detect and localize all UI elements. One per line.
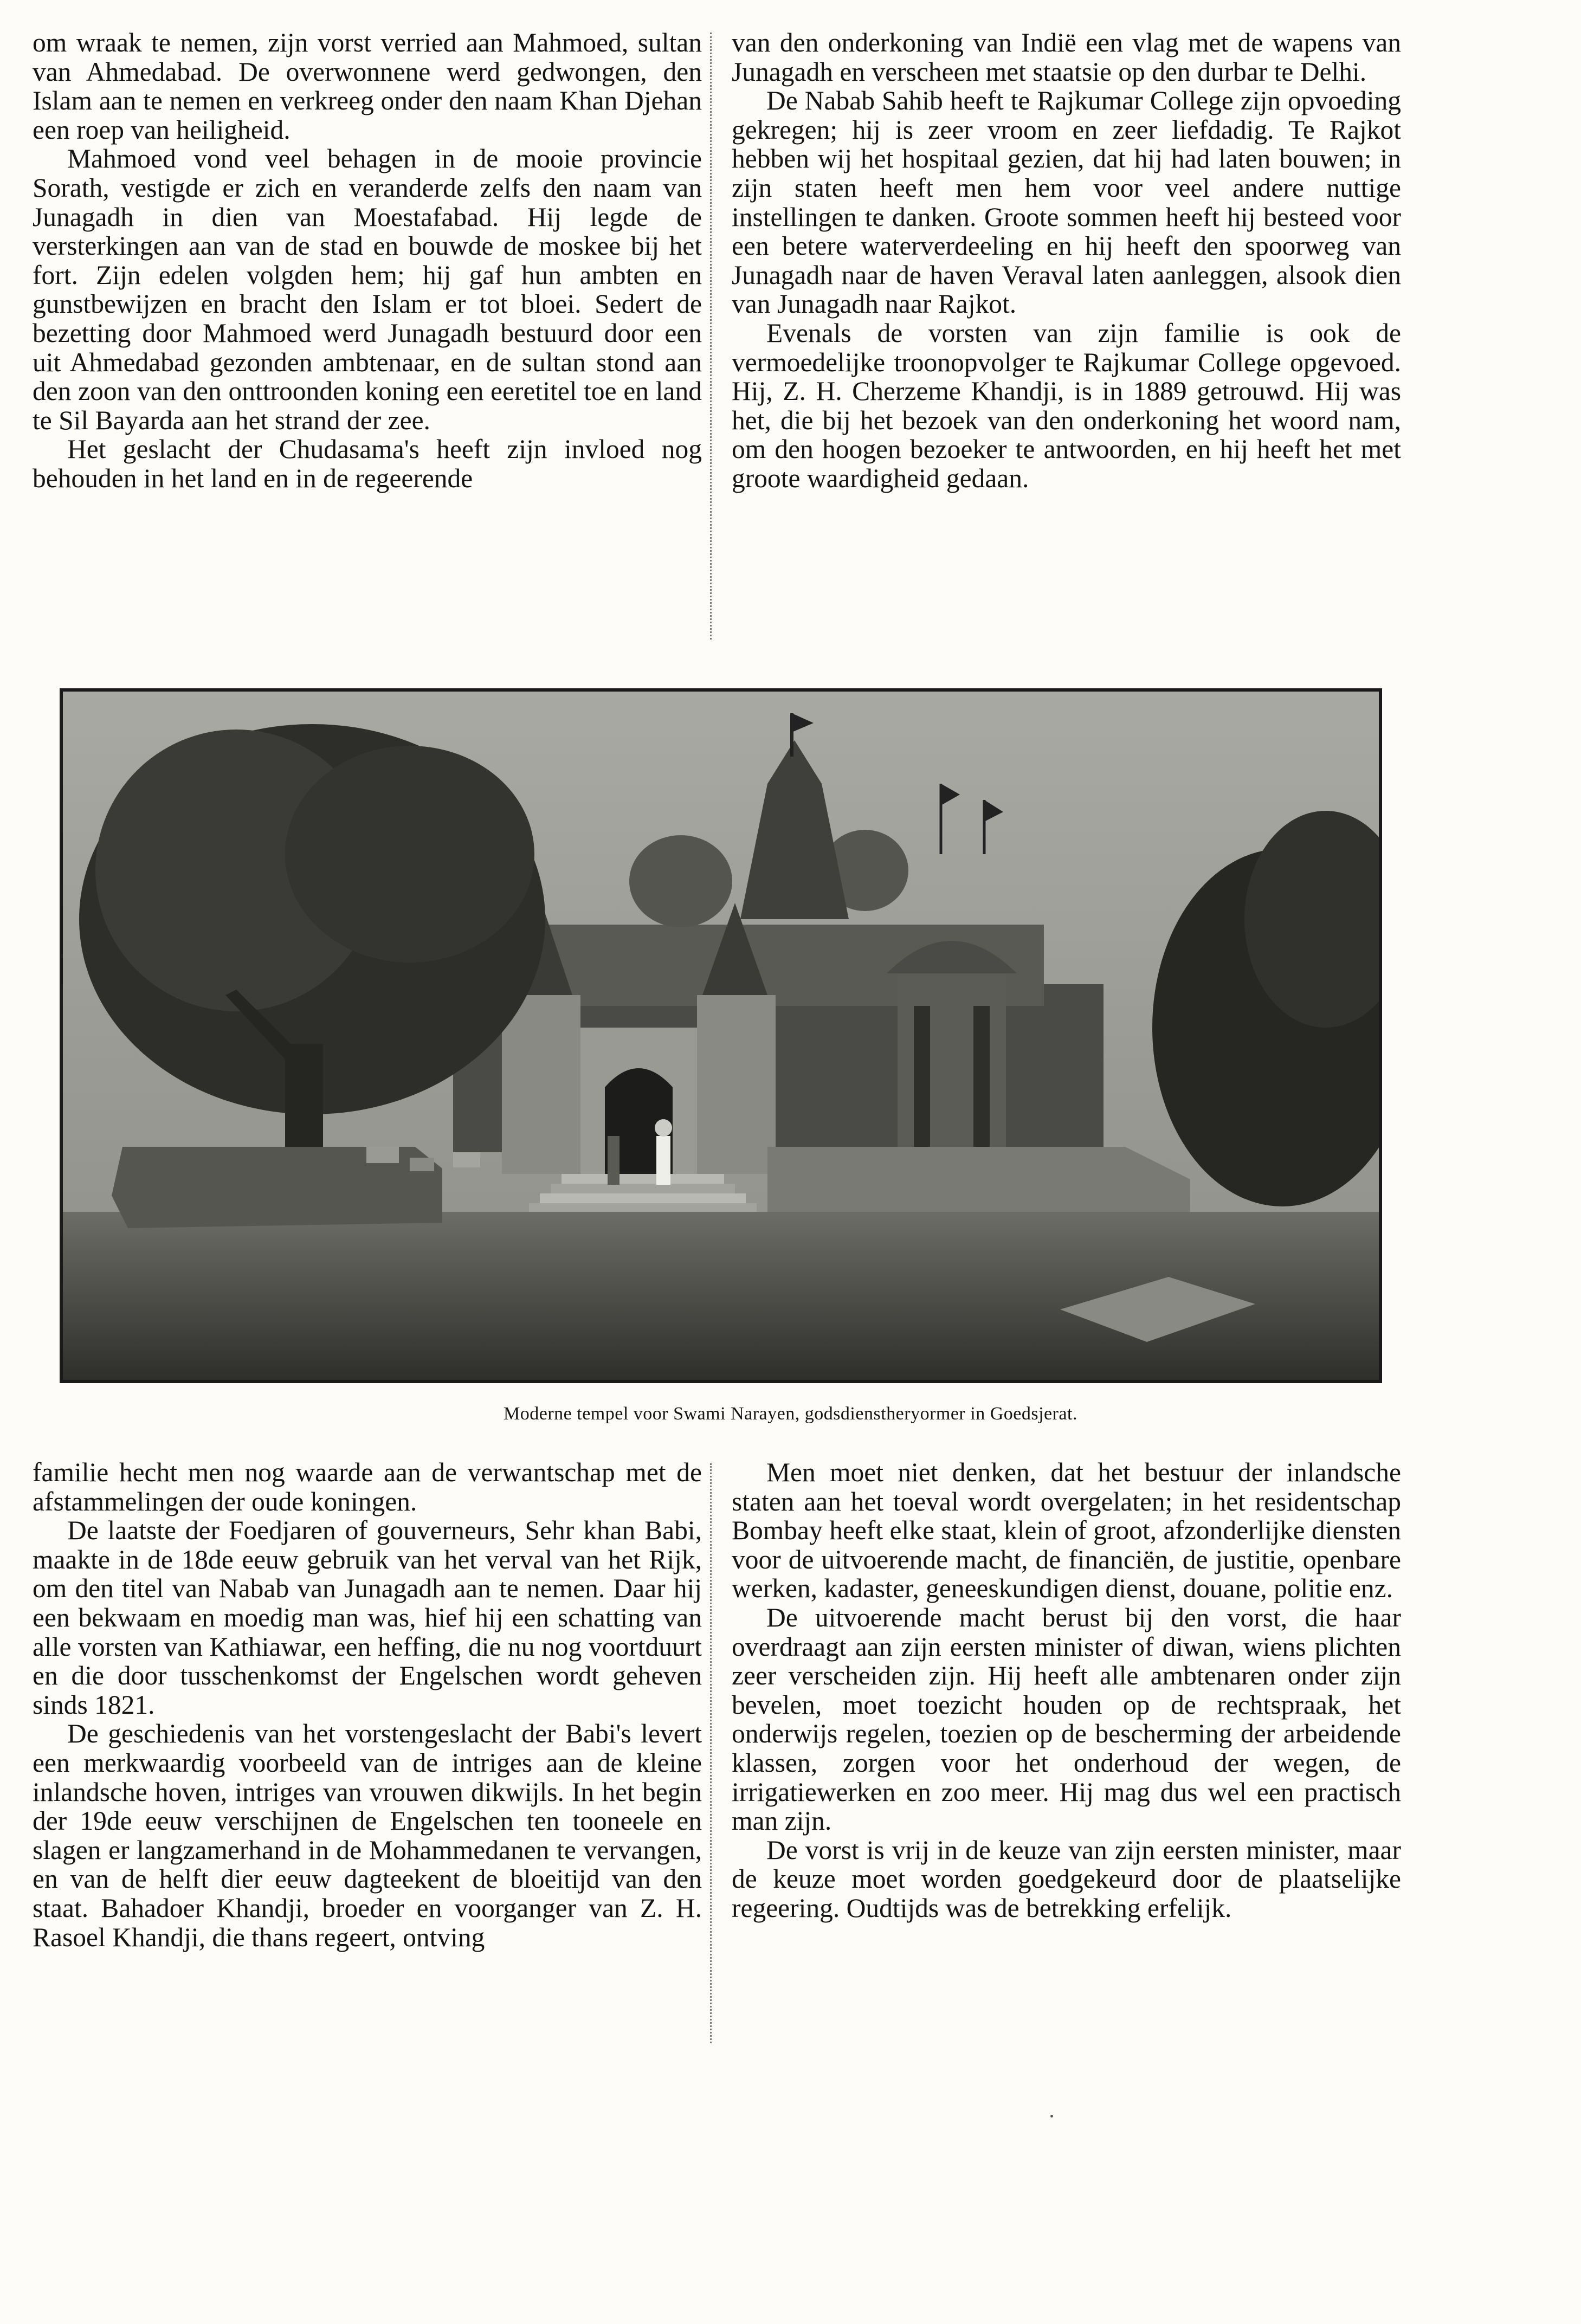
ink-speck <box>1050 2115 1053 2118</box>
temple-illustration <box>63 692 1379 1380</box>
paragraph: Het geslacht der Chudasama's heeft zijn invloed nog behouden in het land en in de regeerende <box>33 434 702 493</box>
paragraph: familie hecht men nog waarde aan de verwantschap met de afstammelingen der oude koningen. <box>33 1457 702 1516</box>
paragraph: De uitvoerende macht berust bij den vorst, die haar overdraagt aan zijn eersten minister of diwan, wiens plichten zeer verscheiden zijn. Hij heeft alle ambtenaren onder zijn bevelen, moet toezicht houden op de rechtspraak, het onderwijs regelen, toezien op de bescherming der arbeidende klassen, zorgen voor het onderhoud der wegen, de irrigatiewerken en zoo meer. Hij mag dus wel een practisch man zijn. <box>732 1602 1401 1836</box>
figure-caption: Moderne tempel voor Swami Narayen, godsdienstheryormer in Goedsjerat. <box>504 1404 1077 1424</box>
paragraph: De vorst is vrij in de keuze van zijn eersten minister, maar de keuze moet worden goedgekeurd door de plaatselijke regeering. Oudtijds was de betrekking erfelijk. <box>732 1835 1401 1923</box>
paragraph: De laatste der Foedjaren of gouverneurs, Sehr khan Babi, maakte in de 18de eeuw gebruik van het verval van het Rijk, om den titel van Nabab van Junagadh aan te nemen. Daar hij een bekwaam en moedig man was, hief hij een schatting van alle vorsten van Kathiawar, een heffing, die nu nog voortduurt en die door tusschenkomst der Engelschen wordt geheven sinds 1821. <box>33 1515 702 1720</box>
paragraph: Mahmoed vond veel behagen in de mooie provincie Sorath, vestigde er zich en veranderde zelfs den naam van Junagadh in dien van Moestafabad. Hij legde de versterkingen aan van de stad en bouwde de moskee bij het fort. Zijn edelen volgden hem; hij gaf hun ambten en gunstbewijzen en bracht den Islam er tot bloei. Sedert de bezetting door Mahmoed werd Junagadh bestuurd door een uit Ahmedabad gezonden ambtenaar, en de sultan stond aan den zoon van den onttroonden koning een eeretitel toe en land te Sil Bayarda aan het strand der zee. <box>33 144 702 435</box>
text-column-top-right <box>732 28 1401 493</box>
paragraph: Men moet niet denken, dat het bestuur der inlandsche staten aan het toeval wordt overgelaten; in het residentschap Bombay heeft elke staat, klein of groot, afzonderlijke diensten voor de uitvoerende macht, de financiën, de justitie, openbare werken, kadaster, geneeskundigen dienst, douane, politie enz. <box>732 1457 1401 1604</box>
temple-photograph <box>60 688 1382 1383</box>
paragraph: om wraak te nemen, zijn vorst verried aan Mahmoed, sultan van Ahmedabad. De overwonnene werd gedwongen, den Islam aan te nemen en verkreeg onder den naam Khan Djehan een roep van heiligheid. <box>33 28 702 145</box>
column-divider <box>710 1463 712 2043</box>
text-column-bottom-left <box>33 1458 702 1952</box>
paragraph: Evenals de vorsten van zijn familie is ook de vermoedelijke troonopvolger te Rajkumar College opgevoed. Hij, Z. H. Cherzeme Khandji, is in 1889 getrouwd. Hij was het, die bij het bezoek van den onderkoning het woord nam, om den hoogen bezoeker te antwoorden, en hij heeft het met groote waardigheid gedaan. <box>732 318 1401 493</box>
text-column-top-left <box>33 28 702 493</box>
column-divider <box>710 33 712 640</box>
paragraph: van den onderkoning van Indië een vlag met de wapens van Junagadh en verscheen met staatsie op den durbar te Delhi. <box>732 28 1401 87</box>
paragraph: De geschiedenis van het vorstengeslacht der Babi's levert een merkwaardig voorbeeld van de intriges aan de kleine inlandsche hoven, intriges van vrouwen dikwijls. In het begin der 19de eeuw verschijnen de Engelschen ten tooneele en slagen er langzamerhand in de Mohammedanen te vervangen, en van de helft dier eeuw dagteekent de bloeitijd van den staat. Bahadoer Khandji, broeder en voorganger van Z. H. Rasoel Khandji, die thans regeert, ontving <box>33 1719 702 1952</box>
paragraph: De Nabab Sahib heeft te Rajkumar College zijn opvoeding gekregen; hij is zeer vroom en zeer liefdadig. Te Rajkot hebben wij het hospitaal gezien, dat hij had laten bouwen; in zijn staten heeft men hem voor veel andere nuttige instellingen te danken. Groote sommen heeft hij besteed voor een betere waterverdeeling en hij heeft den spoorweg van Junagadh naar de haven Veraval laten aanleggen, alsook dien van Junagadh naar Rajkot. <box>732 86 1401 319</box>
text-column-bottom-right <box>732 1458 1401 1923</box>
